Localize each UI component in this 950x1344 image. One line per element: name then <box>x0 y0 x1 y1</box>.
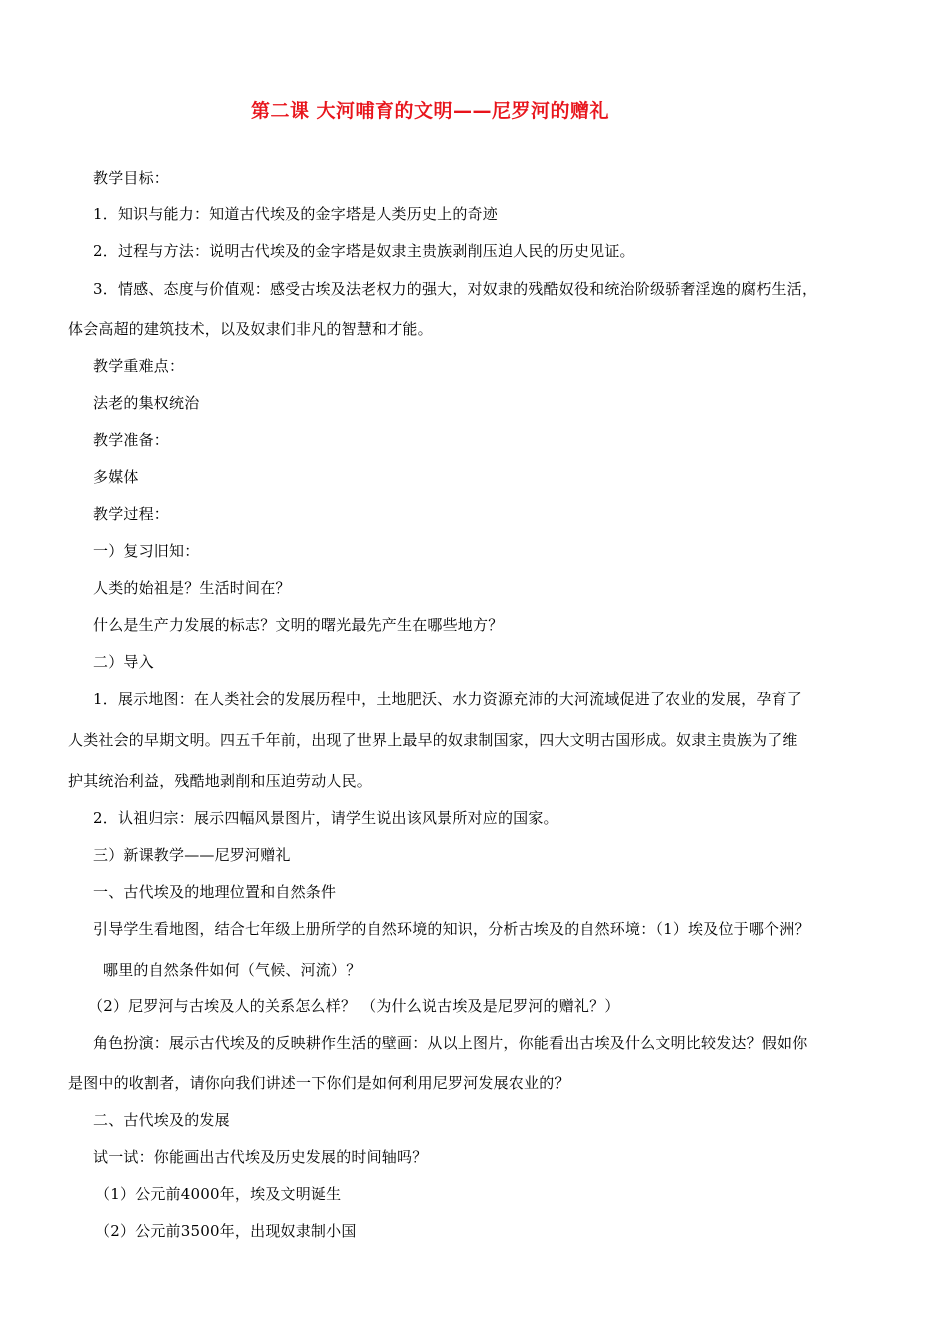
preparation-text: 多媒体 <box>93 468 139 486</box>
key-points-heading: 教学重难点： <box>93 357 185 375</box>
geography-guide-line-2: 哪里的自然条件如何（气候、河流）？ <box>103 961 362 979</box>
role-play-line-1: 角色扮演：展示古代埃及的反映耕作生活的壁画：从以上图片，你能看出古埃及什么文明比较发达？假如你 <box>93 1034 808 1052</box>
section-review-heading: 一）复习旧知： <box>93 542 200 560</box>
role-play-line-2: 是图中的收割者，请你向我们讲述一下你们是如何利用尼罗河发展农业的？ <box>68 1074 570 1092</box>
intro-1-line-1: 1．展示地图：在人类社会的发展历程中，土地肥沃、水力资源充沛的大河流域促进了农业的发展，孕育了 <box>93 690 802 708</box>
timeline-item-2: （2）公元前3500年，出现奴隶制小国 <box>95 1222 357 1240</box>
section-intro-heading: 二）导入 <box>93 653 154 671</box>
intro-1-line-3: 护其统治利益，残酷地剥削和压迫劳动人民。 <box>68 772 373 790</box>
intro-1-line-2: 人类社会的早期文明。四五千年前，出现了世界上最早的奴隶制国家，四大文明古国形成。奴隶主贵族为了维 <box>68 731 798 749</box>
objective-3-line-2: 体会高超的建筑技术，以及奴隶们非凡的智慧和才能。 <box>68 320 433 338</box>
geography-guide-line-1: 引导学生看地图，结合七年级上册所学的自然环境的知识，分析古埃及的自然环境：（1）埃及位于哪个洲？ <box>93 920 810 938</box>
timeline-prompt: 试一试：你能画出古代埃及历史发展的时间轴吗？ <box>93 1148 428 1166</box>
objective-1: 1．知识与能力：知道古代埃及的金字塔是人类历史上的奇迹 <box>93 205 498 223</box>
teaching-objectives-heading: 教学目标： <box>93 169 170 187</box>
review-question-2: 什么是生产力发展的标志？文明的曙光最先产生在哪些地方？ <box>93 616 504 634</box>
section-new-lesson-heading: 三）新课教学——尼罗河赠礼 <box>93 846 291 864</box>
preparation-heading: 教学准备： <box>93 431 170 449</box>
subsection-geography-heading: 一、古代埃及的地理位置和自然条件 <box>93 883 337 901</box>
objective-3-line-1: 3．情感、态度与价值观：感受古埃及法老权力的强大，对奴隶的残酷奴役和统治阶级骄奢淫逸的腐朽生活， <box>93 280 818 298</box>
review-question-1: 人类的始祖是？生活时间在？ <box>93 579 291 597</box>
process-heading: 教学过程： <box>93 505 170 523</box>
document-title: 第二课 大河哺育的文明——尼罗河的赠礼 <box>250 100 610 122</box>
key-points-text: 法老的集权统治 <box>93 394 200 412</box>
timeline-item-1: （1）公元前4000年，埃及文明诞生 <box>95 1185 342 1203</box>
objective-2: 2．过程与方法：说明古代埃及的金字塔是奴隶主贵族剥削压迫人民的历史见证。 <box>93 242 635 260</box>
intro-2: 2．认祖归宗：展示四幅风景图片，请学生说出该风景所对应的国家。 <box>93 809 559 827</box>
subsection-development-heading: 二、古代埃及的发展 <box>93 1111 230 1129</box>
geography-question-2: （2）尼罗河与古埃及人的关系怎么样？ （为什么说古埃及是尼罗河的赠礼？） <box>88 997 620 1015</box>
